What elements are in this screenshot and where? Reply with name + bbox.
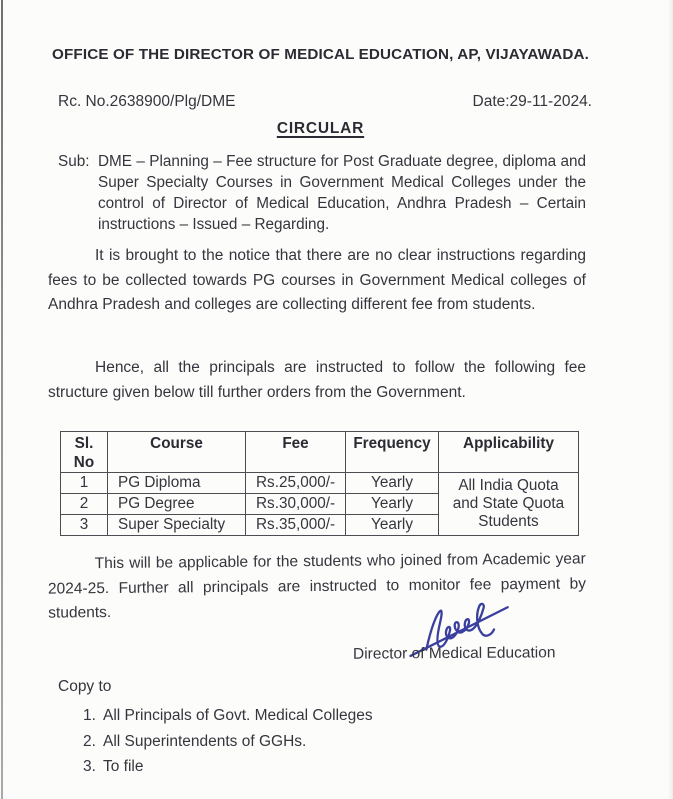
fee-structure-table xyxy=(60,431,579,536)
cell-fee: Rs.25,000/- xyxy=(246,473,346,494)
paragraph-notice: It is brought to the notice that there are no clear instructions regarding fees to be collected towards PG courses in Government Medical colleges of Andhra Pradesh and colleges are collecting different fee from students. xyxy=(48,247,586,313)
copy-to-item xyxy=(83,729,373,755)
subject-text: DME – Planning – Fee structure for Post Graduate degree, diploma and Super Specialty Courses in Government Medical Colleges under the control of Director of Medical Education, Andhra Pradesh – Certain instructions – Issued – Regarding. xyxy=(98,153,586,233)
subject-label: Sub: xyxy=(58,153,90,170)
table-row xyxy=(61,473,579,494)
header-frequency: Frequency xyxy=(346,432,439,473)
reference-row xyxy=(58,93,592,111)
reference-number: Rc. No.2638900/Plg/DME xyxy=(58,93,236,110)
scan-edge-right xyxy=(668,0,673,799)
item-text: To file xyxy=(103,758,144,775)
copy-to-item xyxy=(83,703,373,729)
copy-to-item xyxy=(83,754,373,780)
document-date: Date:29-11-2024. xyxy=(472,93,592,110)
table-header-row xyxy=(61,432,579,473)
paragraph-instruction: Hence, all the principals are instructed to follow the following fee structure given below till further orders from the Government. xyxy=(48,359,586,401)
cell-course: Super Specialty xyxy=(108,515,246,536)
paragraph-applicability: This will be applicable for the students who joined from Academic year 2024-25. Further all principals are instructed to monitor fee payment by students. xyxy=(47,550,587,622)
cell-fee: Rs.30,000/- xyxy=(246,494,346,515)
item-text: All Superintendents of GGHs. xyxy=(103,732,307,750)
cell-frequency: Yearly xyxy=(346,473,439,494)
office-title: OFFICE OF THE DIRECTOR OF MEDICAL EDUCATION, AP, VIJAYAWADA. xyxy=(52,46,589,63)
item-number: 1. xyxy=(83,707,96,724)
header-fee: Fee xyxy=(246,432,346,473)
copy-to-list xyxy=(83,703,373,780)
cell-fee: Rs.35,000/- xyxy=(246,515,346,536)
cell-frequency: Yearly xyxy=(346,494,439,515)
item-text: All Principals of Govt. Medical Colleges xyxy=(103,707,373,724)
cell-course: PG Degree xyxy=(108,494,246,515)
scan-edge-left xyxy=(1,0,3,799)
header-applicability: Applicability xyxy=(439,432,579,473)
item-number: 2. xyxy=(83,732,96,750)
circular-heading: CIRCULAR xyxy=(276,120,365,137)
header-sl-no: Sl. No xyxy=(61,432,108,473)
copy-to-label: Copy to xyxy=(58,678,112,695)
cell-frequency: Yearly xyxy=(346,515,439,536)
cell-sl-no: 1 xyxy=(61,473,108,494)
cell-sl-no: 2 xyxy=(61,494,108,515)
signatory-designation: Director of Medical Education xyxy=(352,644,556,663)
item-number: 3. xyxy=(83,758,96,775)
header-course: Course xyxy=(108,432,246,473)
cell-sl-no: 3 xyxy=(61,515,108,536)
cell-course: PG Diploma xyxy=(108,473,246,494)
cell-applicability: All India Quota and State Quota Students xyxy=(439,473,579,536)
subject-block xyxy=(58,151,586,235)
